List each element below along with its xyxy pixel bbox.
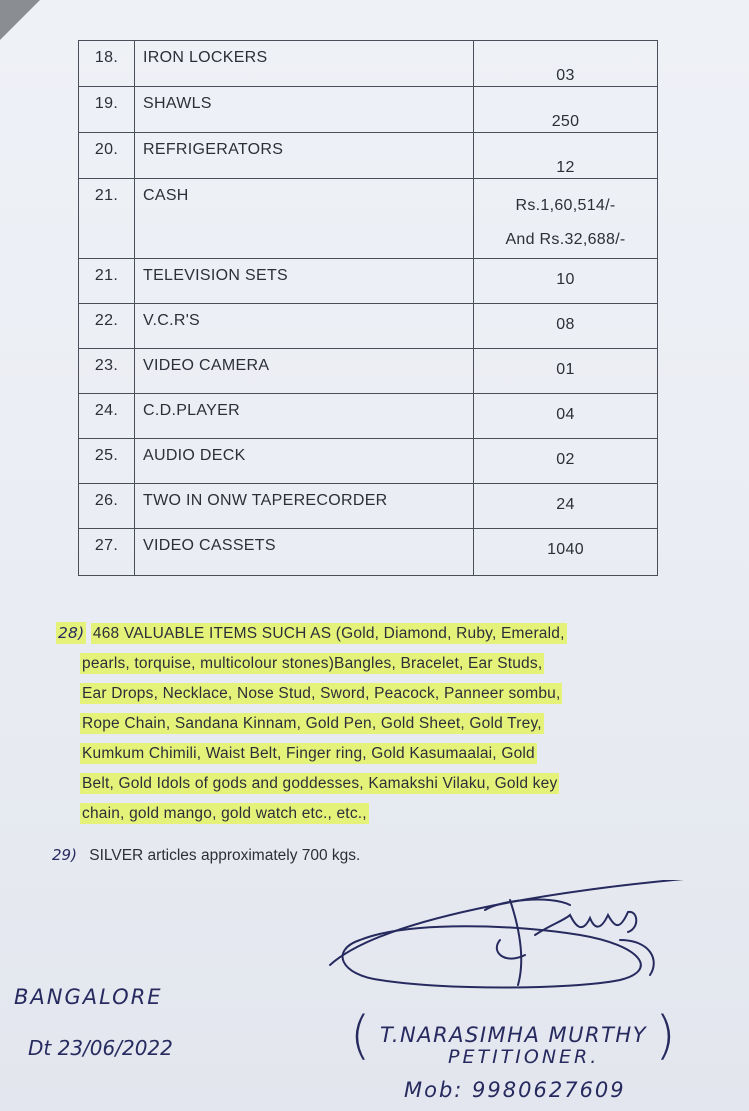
row-quantity — [474, 178, 658, 259]
row-item: SHAWLS — [135, 86, 474, 132]
row-quantity: 10 — [474, 259, 658, 304]
row-quantity: 02 — [474, 439, 658, 484]
row-item: TELEVISION SETS — [135, 259, 474, 304]
petitioner-role: PETITIONER. — [448, 1046, 600, 1068]
row-quantity: 12 — [474, 132, 658, 178]
row-item: VIDEO CASSETS — [135, 529, 474, 576]
row-number: 27. — [79, 529, 135, 576]
table-row — [79, 86, 658, 132]
row-item: V.C.R'S — [135, 304, 474, 349]
item-28-line: Kumkum Chimili, Waist Belt, Finger ring, Gold Kasumaalai, Gold — [82, 745, 535, 762]
table-row — [79, 132, 658, 178]
inventory-table — [78, 40, 658, 576]
petitioner-name-text: T.NARASIMHA MURTHY — [379, 1023, 648, 1047]
row-item: AUDIO DECK — [135, 439, 474, 484]
row-quantity: 1040 — [474, 529, 658, 576]
row-item: IRON LOCKERS — [135, 41, 474, 87]
row-item: VIDEO CAMERA — [135, 349, 474, 394]
row-number: 26. — [79, 484, 135, 529]
row-quantity: 08 — [474, 304, 658, 349]
table-row — [79, 304, 658, 349]
table-row — [79, 41, 658, 87]
table-row — [79, 439, 658, 484]
folded-corner — [0, 0, 40, 40]
row-item: REFRIGERATORS — [135, 132, 474, 178]
mobile-number: Mob: 9980627609 — [404, 1078, 626, 1102]
row-number: 24. — [79, 394, 135, 439]
cash-amount-2: And Rs.32,688/- — [505, 230, 626, 248]
row-number: 21. — [79, 259, 135, 304]
table-row — [79, 394, 658, 439]
place: BANGALORE — [14, 985, 163, 1009]
row-number: 19. — [79, 86, 135, 132]
table-row — [79, 529, 658, 576]
row-quantity: 250 — [474, 86, 658, 132]
item-29-paragraph — [52, 846, 360, 865]
item-28-line: Rope Chain, Sandana Kinnam, Gold Pen, Gold Sheet, Gold Trey, — [82, 715, 542, 732]
row-number: 25. — [79, 439, 135, 484]
table-row — [79, 349, 658, 394]
date: Dt 23/06/2022 — [28, 1036, 173, 1060]
item-28-line: Ear Drops, Necklace, Nose Stud, Sword, Peacock, Panneer sombu, — [82, 685, 561, 702]
table-row — [79, 484, 658, 529]
petitioner-name: ( T.NARASIMHA MURTHY ) — [350, 1006, 678, 1066]
row-quantity: 04 — [474, 394, 658, 439]
row-number: 18. — [79, 41, 135, 87]
row-number: 20. — [79, 132, 135, 178]
row-number: 21. — [79, 178, 135, 259]
item-28-line: 468 VALUABLE ITEMS SUCH AS (Gold, Diamond, Ruby, Emerald, — [92, 625, 565, 642]
item-28-line: pearls, torquise, multicolour stones)Bangles, Bracelet, Ear Studs, — [82, 655, 543, 672]
row-quantity: 03 — [474, 41, 658, 87]
row-item: CASH — [135, 178, 474, 259]
row-number: 22. — [79, 304, 135, 349]
item-28-line: chain, gold mango, gold watch etc., etc., — [82, 805, 367, 822]
table-row — [79, 259, 658, 304]
row-item: TWO IN ONW TAPERECORDER — [135, 484, 474, 529]
item-29-text: SILVER articles approximately 700 kgs. — [89, 847, 361, 864]
row-number: 23. — [79, 349, 135, 394]
signature-scribble — [320, 880, 740, 1010]
row-item: C.D.PLAYER — [135, 394, 474, 439]
item-29-number: 29) — [52, 846, 77, 864]
table-row — [79, 178, 658, 259]
row-quantity: 01 — [474, 349, 658, 394]
cash-amount-1: Rs.1,60,514/- — [515, 196, 616, 214]
item-28-line: Belt, Gold Idols of gods and goddesses, Kamakshi Vilaku, Gold key — [82, 775, 558, 792]
item-28-paragraph — [56, 618, 666, 829]
row-quantity: 24 — [474, 484, 658, 529]
item-28-number: 28) — [58, 624, 85, 642]
